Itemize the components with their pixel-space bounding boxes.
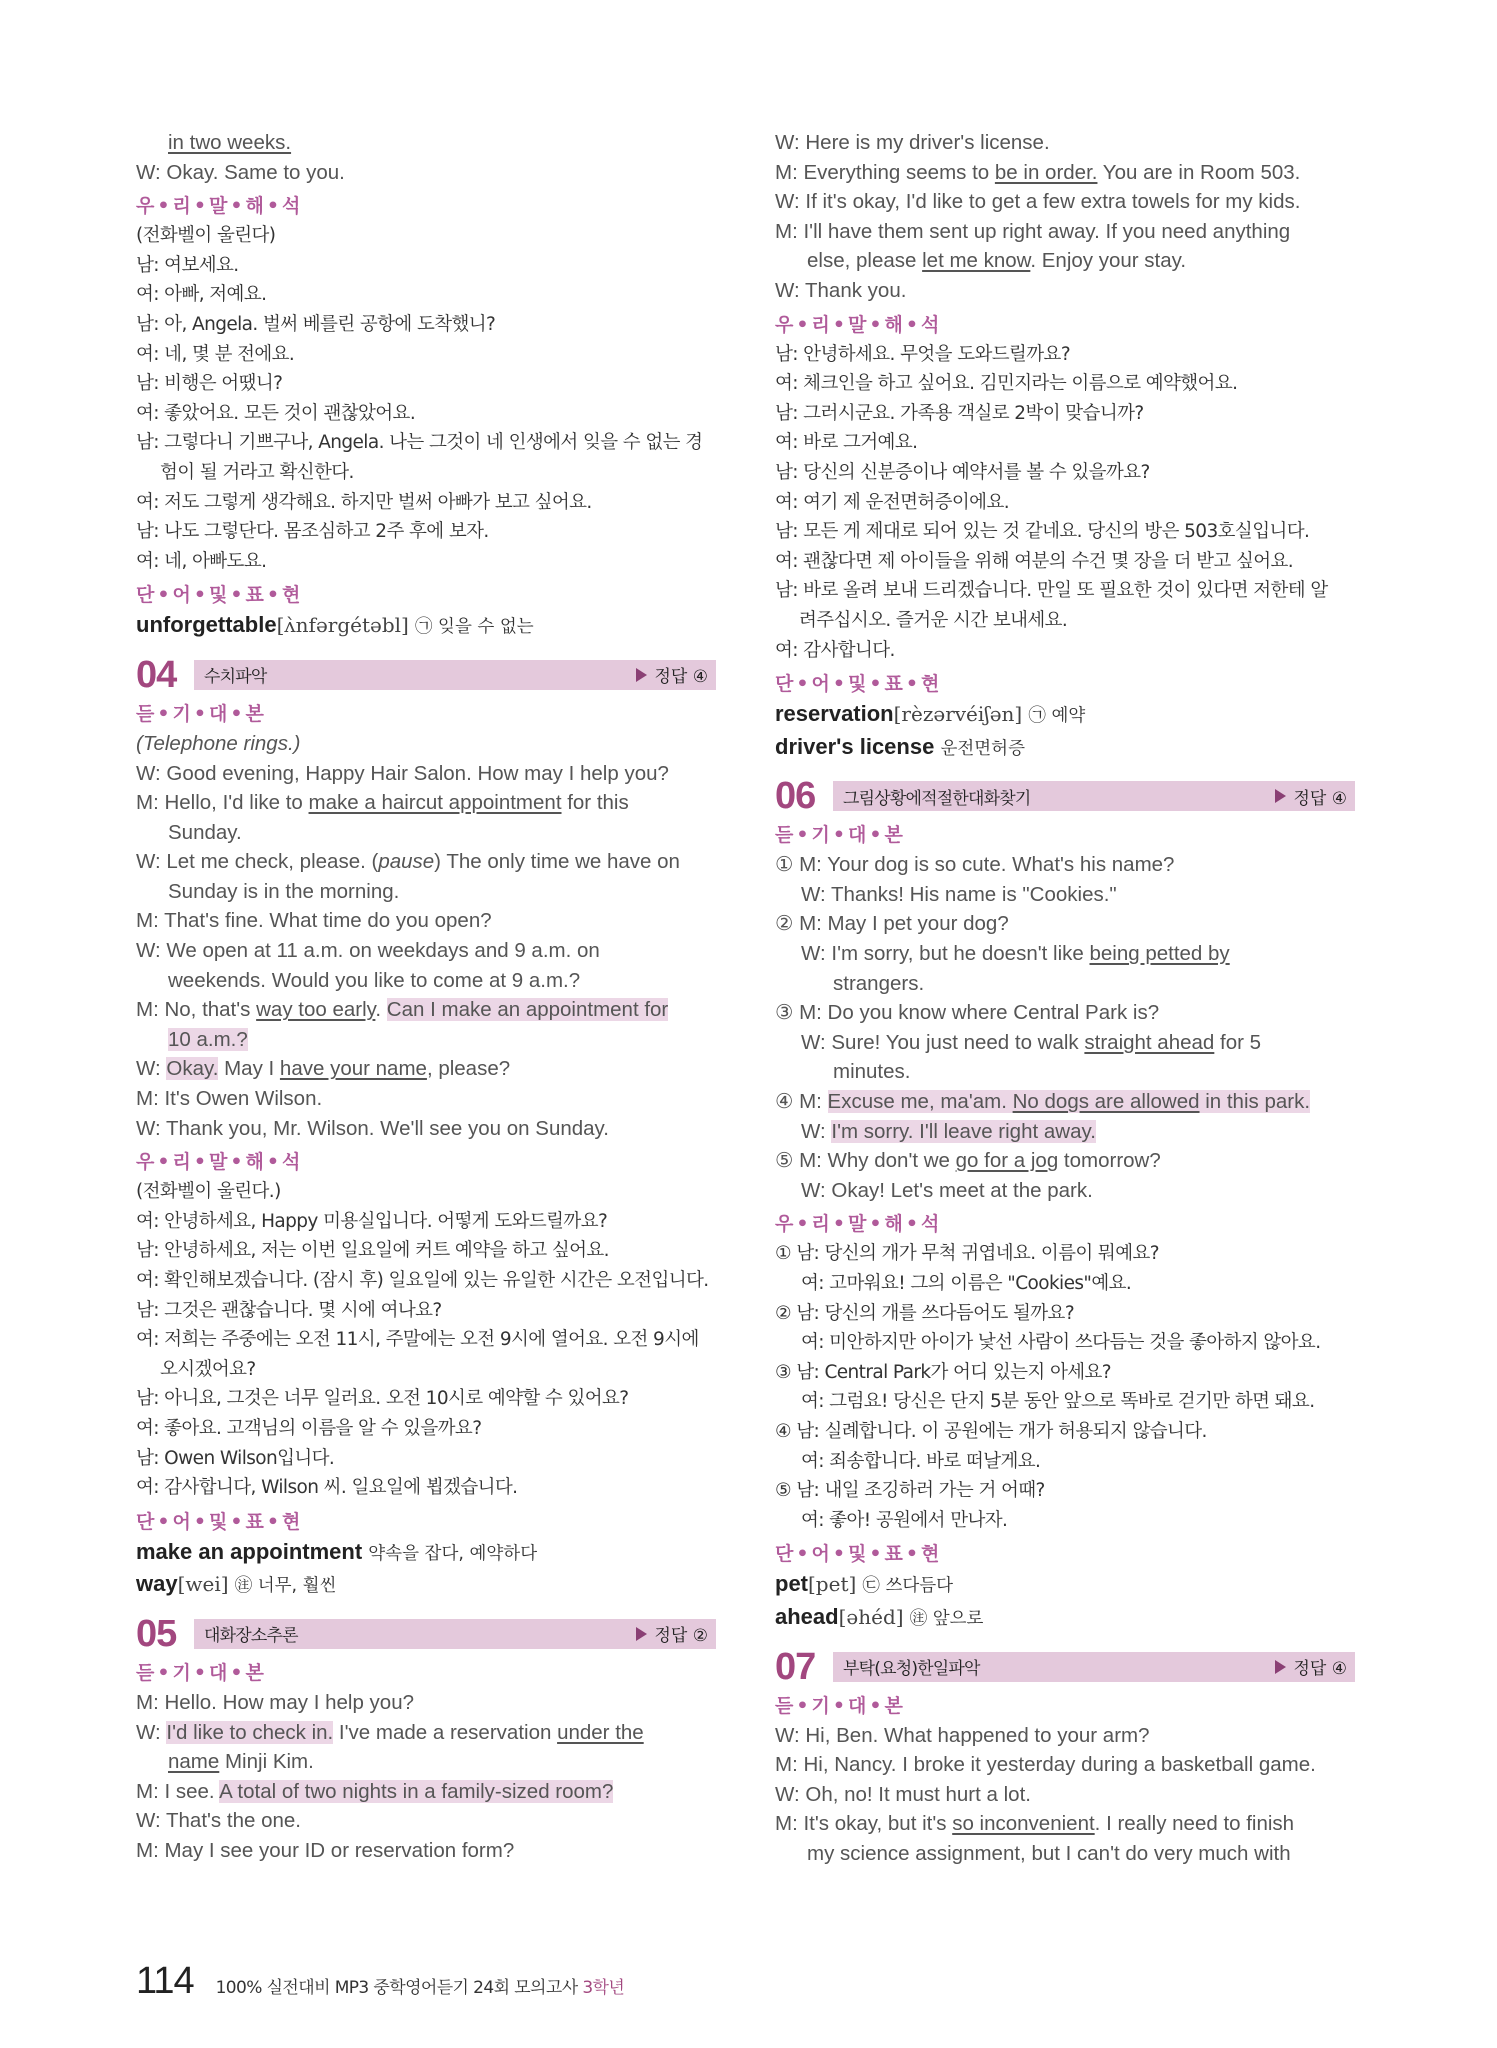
script-line: M: That's fine. What time do you open? xyxy=(136,909,492,933)
translation-line: 여: 고마워요! 그의 이름은 "Cookies"예요. xyxy=(801,1273,1132,1294)
script-line: name Minji Kim. xyxy=(168,1750,314,1774)
script-line: minutes. xyxy=(833,1060,911,1084)
question-bar xyxy=(833,1652,1355,1682)
question-bar xyxy=(833,781,1355,811)
translation-line: 남: 그렇다니 기쁘구나, Angela. 나는 그것이 네 인생에서 잊을 수 없는 경 xyxy=(136,432,703,454)
vocab-meaning: ㉢ 쓰다듬다 xyxy=(862,1576,954,1597)
vocab-entry xyxy=(136,1569,716,1602)
vocab-entry xyxy=(136,1537,716,1570)
translation-line: 여: 바로 그거예요. xyxy=(775,432,918,454)
translation-line: 남: 나도 그렇단다. 몸조심하고 2주 후에 보자. xyxy=(136,521,489,543)
script-line: Sunday. xyxy=(168,820,242,844)
script-line: in two weeks. xyxy=(168,131,292,154)
translation-heading: 우•리•말•해•석 xyxy=(775,313,943,336)
question-type: 그림상황에적절한대화찾기 xyxy=(843,788,1031,809)
script-line: W: Okay. May I have your name, please? xyxy=(136,1057,511,1081)
translation-line: 남: 안녕하세요, 저는 이번 일요일에 커트 예약을 하고 싶어요. xyxy=(136,1240,609,1262)
translation-line: 여: 저도 그렇게 생각해요. 하지만 벌써 아빠가 보고 싶어요. xyxy=(136,491,592,513)
translation-line: 여: 좋아! 공원에서 만나자. xyxy=(801,1509,1008,1531)
question-type: 부탁(요청)한일파악 xyxy=(843,1659,980,1680)
vocab-word: reservation xyxy=(775,701,894,727)
answer-label: 정답 ④ xyxy=(1275,784,1348,809)
script-line: W: I'm sorry. I'll leave right away. xyxy=(801,1119,1096,1143)
translation-line: ④ 남: 실례합니다. 이 공원에는 개가 허용되지 않습니다. xyxy=(775,1420,1207,1442)
script-line: W: I'd like to check in. I've made a reservation under the xyxy=(136,1720,644,1744)
translation-line: ③ 남: Central Park가 어디 있는지 아세요? xyxy=(775,1361,1111,1383)
translation-line: 여: 아빠, 저예요. xyxy=(136,284,267,306)
translation-line: 여: 안녕하세요, Happy 미용실입니다. 어떻게 도와드릴까요? xyxy=(136,1210,608,1232)
script-line: ① M: Your dog is so cute. What's his name? xyxy=(775,853,1175,877)
script-line: Sunday is in the morning. xyxy=(168,879,400,903)
translation-line: 여: 네, 아빠도요. xyxy=(136,550,267,572)
translation-line: 남: 그러시군요. 가족용 객실로 2박이 맞습니까? xyxy=(775,402,1144,424)
vocab-heading: 단•어•및•표•현 xyxy=(136,1510,304,1533)
vocab-word: make an appointment xyxy=(136,1538,363,1564)
script-line: W: Oh, no! It must hurt a lot. xyxy=(775,1782,1031,1806)
translation-line: 여: 미안하지만 아이가 낯선 사람이 쓰다듬는 것을 좋아하지 않아요. xyxy=(801,1332,1321,1354)
script-line: 10 a.m.? xyxy=(168,1027,248,1051)
script-line: strangers. xyxy=(833,971,925,995)
triangle-icon xyxy=(1275,789,1286,803)
translation-line: 려주십시오. 즐거운 시간 보내세요. xyxy=(799,609,1068,631)
translation-line: 남: 여보세요. xyxy=(136,254,239,276)
grade-label: 3학년 xyxy=(582,1978,625,1998)
vocab-word: driver's license xyxy=(775,733,935,759)
script-heading: 듣•기•대•본 xyxy=(136,702,267,725)
vocab-pronunciation: [rèzərvéiʃən] xyxy=(893,702,1023,727)
vocab-heading: 단•어•및•표•현 xyxy=(775,1543,943,1566)
translation-line: ⑤ 남: 내일 조깅하러 가는 거 어때? xyxy=(775,1480,1045,1502)
vocab-heading: 단•어•및•표•현 xyxy=(136,584,304,607)
vocab-meaning: ㉠ 잊을 수 없는 xyxy=(414,617,534,638)
vocab-pronunciation: [əhéd] xyxy=(838,1604,904,1629)
question-bar xyxy=(194,1619,716,1649)
vocab-meaning: 약속을 잡다, 예약하다 xyxy=(368,1543,538,1564)
page-number: 114 xyxy=(136,1960,194,2002)
translation-line: 여: 감사합니다. xyxy=(775,639,895,661)
script-heading: 듣•기•대•본 xyxy=(136,1661,267,1684)
translation-line: 여: 괜찮다면 제 아이들을 위해 여분의 수건 몇 장을 더 받고 싶어요. xyxy=(775,550,1294,572)
translation-line: 험이 될 거라고 확신한다. xyxy=(160,461,354,483)
vocab-meaning: 운전면허증 xyxy=(940,738,1025,759)
translation-line: 여: 죄송합니다. 바로 떠날게요. xyxy=(801,1450,1041,1472)
script-line: W: If it's okay, I'd like to get a few extra towels for my kids. xyxy=(775,190,1301,214)
question-type: 수치파악 xyxy=(204,667,267,688)
translation-line: 여: 네, 몇 분 전에요. xyxy=(136,343,295,365)
script-line: M: Everything seems to be in order. You are in Room 503. xyxy=(775,160,1301,184)
translation-line: 여: 감사합니다, Wilson 씨. 일요일에 뵙겠습니다. xyxy=(136,1477,518,1499)
script-line: M: I see. A total of two nights in a family-sized room? xyxy=(136,1779,614,1803)
vocab-word: unforgettable xyxy=(136,612,277,638)
script-line: ⑤ M: Why don't we go for a jog tomorrow? xyxy=(775,1149,1161,1173)
answer-label: 정답 ② xyxy=(636,1621,709,1646)
translation-line: 여: 저희는 주중에는 오전 11시, 주말에는 오전 9시에 열어요. 오전 9시에 xyxy=(136,1329,699,1351)
question-header-06 xyxy=(775,776,1355,816)
vocab-pronunciation: [wei] xyxy=(177,1572,229,1597)
question-header-07 xyxy=(775,1647,1355,1687)
translation-heading: 우•리•말•해•석 xyxy=(136,1151,304,1174)
script-line: W: Thanks! His name is "Cookies." xyxy=(801,882,1117,906)
script-line: M: It's Owen Wilson. xyxy=(136,1087,323,1111)
vocab-entry xyxy=(775,699,1355,732)
script-line: W: Thank you. xyxy=(775,278,907,302)
translation-line: 남: 비행은 어땠니? xyxy=(136,373,283,395)
vocab-entry xyxy=(775,1602,1355,1635)
script-line: ② M: May I pet your dog? xyxy=(775,912,1009,936)
script-line: my science assignment, but I can't do very much with xyxy=(807,1841,1291,1865)
script-line: W: That's the one. xyxy=(136,1809,301,1833)
translation-line: 여: 확인해보겠습니다. (잠시 후) 일요일에 있는 유일한 시간은 오전입니다. xyxy=(136,1270,709,1291)
translation-line: ② 남: 당신의 개를 쓰다듬어도 될까요? xyxy=(775,1302,1075,1324)
script-line: else, please let me know. Enjoy your stay. xyxy=(807,249,1187,273)
translation-line: 남: 아니요, 그것은 너무 일러요. 오전 10시로 예약할 수 있어요? xyxy=(136,1388,629,1410)
page-footer xyxy=(136,1960,624,2003)
translation-line: 여: 체크인을 하고 싶어요. 김민지라는 이름으로 예약했어요. xyxy=(775,373,1238,395)
triangle-icon xyxy=(1275,1660,1286,1674)
script-line: W: Sure! You just need to walk straight ahead for 5 xyxy=(801,1030,1262,1054)
translation-line: 여: 좋았어요. 모든 것이 괜찮았어요. xyxy=(136,402,416,424)
vocab-word: pet xyxy=(775,1571,808,1597)
translation-line: 여: 좋아요. 고객님의 이름을 알 수 있을까요? xyxy=(136,1417,482,1439)
question-number: 07 xyxy=(775,1645,816,1688)
translation-line: 남: Owen Wilson입니다. xyxy=(136,1447,335,1469)
vocab-pronunciation: [ʌ̀nfərgétəbl] xyxy=(276,613,409,638)
script-line: M: No, that's way too early. Can I make an appointment for xyxy=(136,998,669,1022)
script-line: W: Good evening, Happy Hair Salon. How may I help you? xyxy=(136,761,669,785)
question-number: 05 xyxy=(136,1612,177,1655)
vocab-word: way xyxy=(136,1571,178,1597)
script-line: M: I'll have them sent up right away. If you need anything xyxy=(775,219,1291,243)
left-column xyxy=(136,128,716,1866)
script-line: ④ M: Excuse me, ma'am. No dogs are allowed in this park. xyxy=(775,1090,1311,1114)
script-heading: 듣•기•대•본 xyxy=(775,824,906,847)
translation-heading: 우•리•말•해•석 xyxy=(775,1213,943,1236)
triangle-icon xyxy=(636,668,647,682)
script-line: M: May I see your ID or reservation form? xyxy=(136,1838,515,1862)
translation-heading: 우•리•말•해•석 xyxy=(136,195,304,218)
translation-line: (전화벨이 울린다) xyxy=(136,225,276,247)
vocab-entry xyxy=(136,610,716,643)
translation-line: 남: 모든 게 제대로 되어 있는 것 같네요. 당신의 방은 503호실입니다. xyxy=(775,521,1310,543)
script-line: M: It's okay, but it's so inconvenient. I really need to finish xyxy=(775,1812,1295,1836)
translation-line: 남: 안녕하세요. 무엇을 도와드릴까요? xyxy=(775,343,1071,365)
vocab-entry xyxy=(775,732,1355,765)
translation-line: 남: 아, Angela. 벌써 베를린 공항에 도착했니? xyxy=(136,313,496,335)
script-line: weekends. Would you like to come at 9 a.m.? xyxy=(168,968,581,992)
vocab-meaning: ㉠ 예약 xyxy=(1028,706,1086,727)
script-heading: 듣•기•대•본 xyxy=(775,1694,906,1717)
question-bar xyxy=(194,660,716,690)
script-line: W: Let me check, please. (pause) The only time we have on xyxy=(136,850,680,874)
question-number: 06 xyxy=(775,775,816,818)
script-line: W: We open at 11 a.m. on weekdays and 9 a.m. on xyxy=(136,939,600,963)
triangle-icon xyxy=(636,1627,647,1641)
script-line: ③ M: Do you know where Central Park is? xyxy=(775,1001,1160,1025)
script-line: M: Hello, I'd like to make a haircut appointment for this xyxy=(136,791,629,815)
translation-line: 남: 바로 올려 보내 드리겠습니다. 만일 또 필요한 것이 있다면 저한테 알 xyxy=(775,580,1328,602)
vocab-meaning: ㊟ 너무, 훨씬 xyxy=(234,1576,337,1597)
script-line: W: Hi, Ben. What happened to your arm? xyxy=(775,1723,1150,1747)
translation-line: 남: 그것은 괜찮습니다. 몇 시에 여나요? xyxy=(136,1299,442,1321)
question-type: 대화장소추론 xyxy=(204,1626,298,1647)
script-line: (Telephone rings.) xyxy=(136,731,301,755)
script-line: W: Okay. Same to you. xyxy=(136,160,345,184)
question-header-04 xyxy=(136,655,716,695)
question-header-05 xyxy=(136,1614,716,1654)
vocab-word: ahead xyxy=(775,1603,839,1629)
script-line: W: Okay! Let's meet at the park. xyxy=(801,1178,1093,1202)
vocab-heading: 단•어•및•표•현 xyxy=(775,673,943,696)
answer-label: 정답 ④ xyxy=(1275,1654,1348,1679)
vocab-pronunciation: [pet] xyxy=(808,1572,857,1597)
translation-line: 오시겠어요? xyxy=(160,1358,256,1380)
vocab-meaning: ㊟ 앞으로 xyxy=(909,1608,984,1629)
script-line: W: Here is my driver's license. xyxy=(775,131,1050,154)
script-line: W: I'm sorry, but he doesn't like being petted by xyxy=(801,942,1230,966)
translation-line: ① 남: 당신의 개가 무척 귀엽네요. 이름이 뭐예요? xyxy=(775,1243,1159,1265)
vocab-entry xyxy=(775,1569,1355,1602)
question-number: 04 xyxy=(136,653,177,696)
translation-line: 여: 그럼요! 당신은 단지 5분 동안 앞으로 똑바로 걷기만 하면 돼요. xyxy=(801,1391,1315,1413)
right-column xyxy=(775,128,1355,1869)
script-line: M: Hello. How may I help you? xyxy=(136,1690,415,1714)
script-line: W: Thank you, Mr. Wilson. We'll see you on Sunday. xyxy=(136,1116,609,1140)
translation-line: (전화벨이 울린다.) xyxy=(136,1181,281,1203)
answer-label: 정답 ④ xyxy=(636,662,709,687)
script-line: M: Hi, Nancy. I broke it yesterday during a basketball game. xyxy=(775,1753,1316,1777)
translation-line: 여: 여기 제 운전면허증이에요. xyxy=(775,491,1010,513)
book-title: 100% 실전대비 MP3 중학영어듣기 24회 모의고사 3학년 xyxy=(215,1978,625,1998)
translation-line: 남: 당신의 신분증이나 예약서를 볼 수 있을까요? xyxy=(775,461,1150,483)
